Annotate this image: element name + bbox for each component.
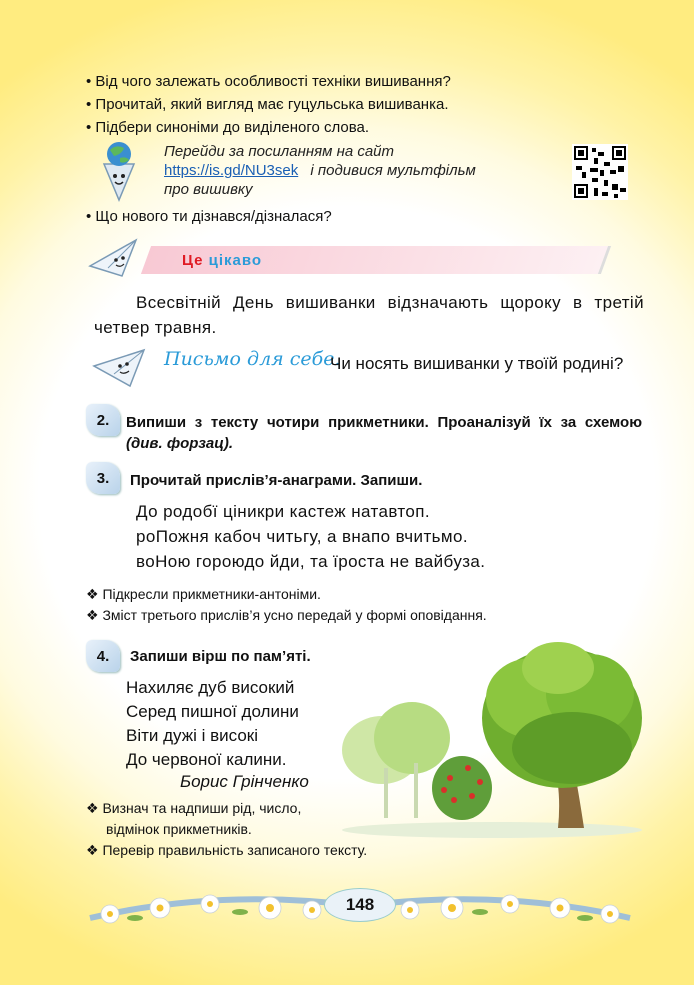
qr-code-icon[interactable]: [572, 144, 628, 200]
page-footer: [80, 878, 640, 934]
task-2-italic: (див. форзац).: [126, 435, 234, 452]
writing-for-self: [90, 342, 660, 390]
link-line3: про вишивку: [164, 181, 253, 198]
task-4-text: Запиши вірш по пам’яті.: [130, 648, 311, 665]
subtask-list-2: [86, 798, 367, 861]
link-block: [96, 140, 636, 205]
proverb: воНою гороюдо йди, та їроста не вайбуза.: [136, 552, 486, 571]
oak-tree-illustration: [322, 638, 644, 838]
paper-plane-icon: [86, 236, 146, 280]
subtask-item: ❖ Визнач та надпиши рід, число,: [86, 798, 367, 819]
subtask-item: ❖ Перевір правильність записаного тексту.: [86, 840, 367, 861]
globe-pencil-icon: [96, 140, 142, 202]
poem-line: Серед пишної долини: [126, 702, 299, 721]
task-text: [126, 412, 642, 454]
poem-line: Нахиляє дуб високий: [126, 678, 295, 697]
poem-line: До червоної калини.: [126, 750, 287, 769]
subtask-item: ❖ Підкресли прикметники-антоніми.: [86, 584, 487, 605]
proverb: роПожня кабоч читьгу, а внапо вчитьмо.: [136, 527, 468, 546]
writing-label: Письмо для себе.: [164, 348, 341, 370]
task-2-text: Випиши з тексту чотири прикметники. Проаналізуй їх за схемою: [126, 414, 642, 431]
fact-text: Всесвітній День вишиванки відзначають щороку в третій четвер травня.: [94, 293, 644, 337]
banner-word2: цікаво: [208, 252, 263, 269]
banner-word1: Це: [182, 252, 204, 269]
poem-author: Борис Грінченко: [180, 772, 309, 791]
bullet-item: • Підбери синоніми до виділеного слова.: [86, 116, 451, 139]
proverbs-list: [136, 499, 485, 574]
paper-plane-icon: [90, 344, 152, 388]
subtask-item-continued: відмінок прикметників.: [106, 821, 252, 837]
interesting-banner: [86, 236, 616, 280]
poem: [126, 676, 299, 772]
subtask-list: [86, 584, 487, 626]
task-number: 2.: [86, 404, 120, 436]
task-number: 3.: [86, 462, 120, 494]
proverb: До родобї ціникри кастеж натавтоп.: [136, 502, 430, 521]
bullet-item: • Прочитай, який вигляд має гуцульська вишиванка.: [86, 93, 451, 116]
task-3-text: Прочитай прислів’я-анаграми. Запиши.: [130, 472, 423, 489]
page-number: 148: [324, 888, 396, 922]
fact-paragraph: [94, 290, 644, 340]
link-line2: і подивися мультфільм: [310, 162, 476, 179]
poem-line: Віти дужі і високі: [126, 726, 258, 745]
link-text: [164, 142, 476, 199]
site-link[interactable]: https://is.gd/NU3sek: [164, 162, 299, 179]
writing-question: Чи носять вишиванки у твоїй родині?: [330, 354, 624, 373]
subtask-item: ❖ Зміст третього прислів’я усно передай у формі оповідання.: [86, 605, 487, 626]
banner-title: [182, 252, 262, 269]
bullet-list: [86, 70, 451, 139]
bullet-item: • Від чого залежать особливості техніки вишивання?: [86, 70, 451, 93]
task-number: 4.: [86, 640, 120, 672]
question-new: • Що нового ти дізнався/дізналася?: [86, 208, 332, 225]
link-line1: Перейди за посиланням на сайт: [164, 143, 395, 160]
